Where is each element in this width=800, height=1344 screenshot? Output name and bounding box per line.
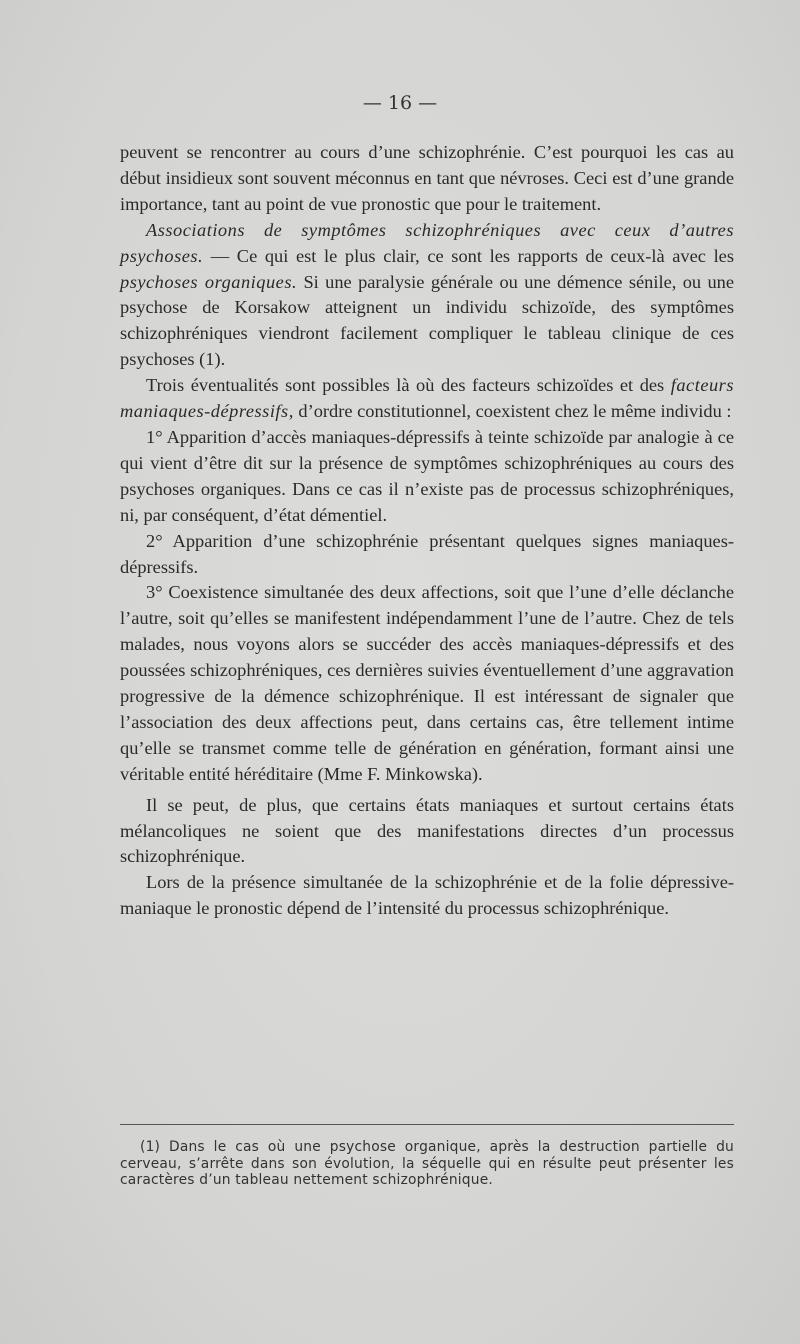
paragraph-2-italic: psychoses organiques. [120,271,298,292]
paragraph-1: peuvent se rencontrer au cours d’une schizophrénie. C’est pourquoi les cas au début insidieux sont souvent méconnus en tant que névroses. Ceci est d’une grande importance, tant au point de vue pronostic que pour le traitement. [120,142,734,214]
page-number: — 16 — [362,92,438,114]
paragraph-3-part-b: d’ordre constitutionnel, coexistent chez le même individu : [293,401,732,422]
section-heading: Associations de symptômes schizophréniques avec ceux d’autres psychoses. [120,219,734,266]
paragraph-3-part-a: Trois éventualités sont possibles là où des facteurs schizoïdes et des [146,375,671,396]
footnote-divider [120,1124,734,1125]
paragraph-5: 2° Apparition d’une schizophrénie présentant quelques signes maniaques-dépressifs. [120,530,734,577]
paragraph-7: Il se peut, de plus, que certains états maniaques et surtout certains états mélancoliques ne soient que des manifestations directes d’un processus schizophrénique. [120,794,734,867]
paragraph-3-italic: facteurs maniaques-dépressifs, [120,375,734,422]
paragraph-8: Lors de la présence simultanée de la schizophrénie et de la folie dépressive-maniaque le pronostic dépend de l’intensité du processus schizophrénique. [120,872,734,919]
footnote: (1) Dans le cas où une psychose organique, après la destruction partielle du cerveau, s’arrête dans son évolution, la séquelle qui en résulte peut présenter les caractères d’un tableau nettement schizophrénique. [120,1139,734,1188]
paragraph-3 [120,373,734,425]
paragraph-6: 3° Coexistence simultanée des deux affections, soit que l’une d’elle déclanche l’autre, soit qu’elles se manifestent indépendamment l’une de l’autre. Chez de tels malades, nous voyons alors se succéder des accès maniaques-dépressifs et des poussées schizophréniques, ces dernières suivies éventuellement d’une aggravation progressive de la démence schizophrénique. Il est intéressant de signaler que l’association des deux affections peut, dans certains cas, être tellement intime qu’elle se transmet comme telle de génération en génération, formant ainsi une véritable entité héréditaire (Mme F. Minkowska). [120,582,734,784]
paragraph-2-part-b: Si une paralysie générale ou une démence sénile, ou une psychose de Korsakow atteignent un individu schizoïde, des symptômes schizophréniques viendront facilement compliquer le tableau clinique de ces psychoses (1). [120,271,734,370]
paragraph-2-part-a: — Ce qui est le plus clair, ce sont les rapports de ceux-là avec les [203,245,734,266]
main-text [120,140,734,922]
paragraph-4: 1° Apparition d’accès maniaques-dépressifs à teinte schizoïde par analogie à ce qui vient d’être dit sur la présence de symptômes schizophréniques au cours des psychoses organiques. Dans ce cas il n’existe pas de processus schizophréniques, ni, par conséquent, d’état démentiel. [120,426,734,525]
paragraph-2 [120,218,734,373]
